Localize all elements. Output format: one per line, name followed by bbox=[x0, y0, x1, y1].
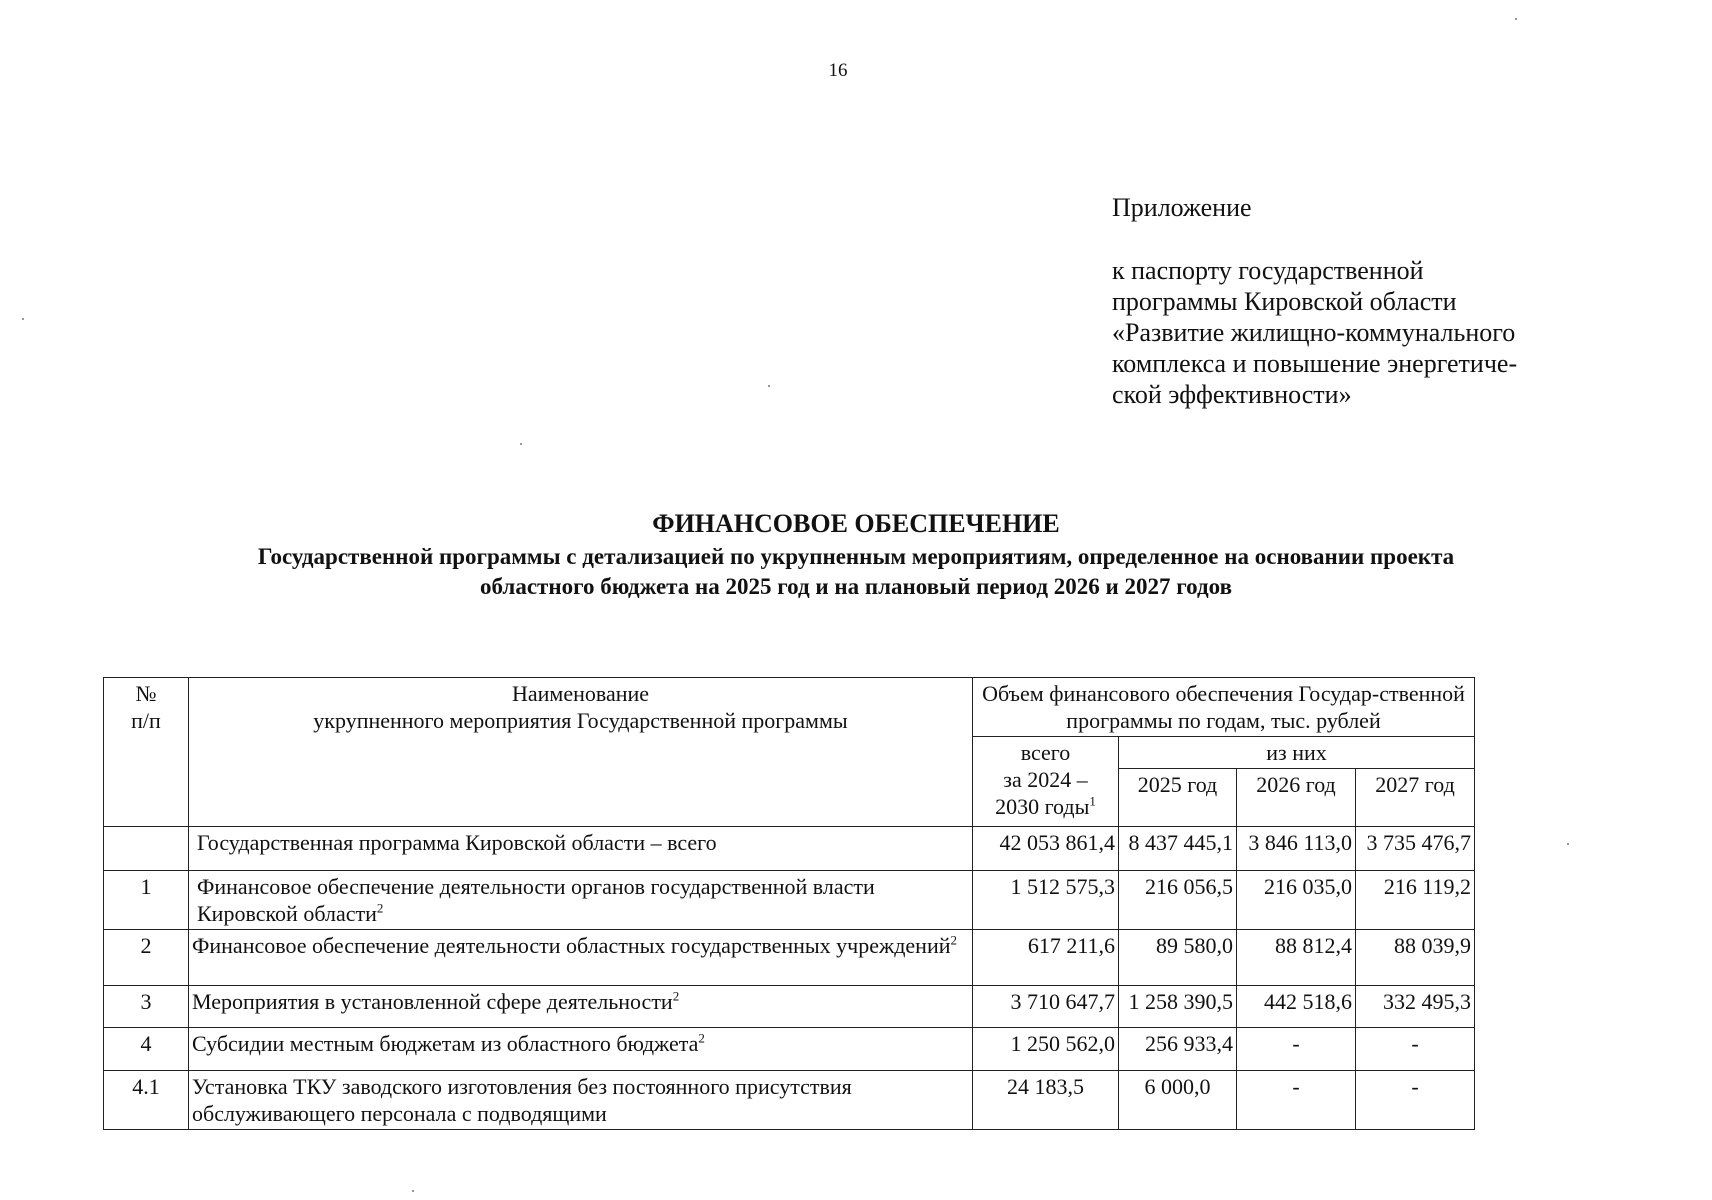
scan-speck bbox=[768, 385, 770, 387]
header-total-line: за 2024 – bbox=[1003, 767, 1088, 792]
header-name bbox=[189, 678, 973, 827]
header-name-line: Наименование bbox=[511, 681, 650, 706]
footnote-marker: 2 bbox=[950, 932, 957, 948]
row-2025: 1 258 390,5 bbox=[1119, 986, 1237, 1028]
row-num: 4.1 bbox=[104, 1071, 189, 1130]
subtitle-line: областного бюджета на 2025 год и на плановый период 2026 и 2027 годов bbox=[479, 574, 1232, 599]
row-num: 1 bbox=[104, 871, 189, 930]
row-total: 3 710 647,7 bbox=[973, 986, 1119, 1028]
row-total: 42 053 861,4 bbox=[973, 827, 1119, 871]
subtitle-line: Государственной программы с детализацией по укрупненным мероприятиям, определенное на основании проекта bbox=[257, 544, 1455, 569]
annex-line: ской эффективности» bbox=[1112, 380, 1352, 409]
row-2026: 442 518,6 bbox=[1237, 986, 1356, 1028]
row-2026: - bbox=[1237, 1071, 1356, 1130]
header-year-2025: 2025 год bbox=[1119, 769, 1237, 827]
row-2025: 6 000,0 bbox=[1119, 1071, 1237, 1130]
row-2025: 8 437 445,1 bbox=[1119, 827, 1237, 871]
row-total: 1 512 575,3 bbox=[973, 871, 1119, 930]
row-num: 3 bbox=[104, 986, 189, 1028]
row-total: 1 250 562,0 bbox=[973, 1028, 1119, 1071]
row-name bbox=[189, 1071, 973, 1130]
table-row bbox=[104, 1071, 1475, 1130]
row-num bbox=[104, 827, 189, 871]
header-row bbox=[104, 678, 1475, 737]
header-total-text: 2030 годы bbox=[995, 794, 1090, 819]
row-name bbox=[189, 827, 973, 871]
row-2027: - bbox=[1356, 1028, 1475, 1071]
row-total: 617 211,6 bbox=[973, 930, 1119, 986]
row-2025: 216 056,5 bbox=[1119, 871, 1237, 930]
row-2026: - bbox=[1237, 1028, 1356, 1071]
header-year-2026: 2026 год bbox=[1237, 769, 1356, 827]
row-num: 2 bbox=[104, 930, 189, 986]
row-2026: 216 035,0 bbox=[1237, 871, 1356, 930]
row-name-text: Мероприятия в установленной сфере деятельности bbox=[192, 989, 673, 1014]
row-name-text: Финансовое обеспечение деятельности органов государственной власти Кировской области bbox=[197, 874, 875, 926]
row-name-text: Финансовое обеспечение деятельности областных государственных учреждений bbox=[192, 933, 951, 958]
footnote-marker: 1 bbox=[1089, 793, 1096, 809]
footnote-marker: 2 bbox=[376, 900, 384, 916]
row-num: 4 bbox=[104, 1028, 189, 1071]
annex-title: Приложение bbox=[1112, 193, 1252, 222]
table-row bbox=[104, 986, 1475, 1028]
document-title: ФИНАНСОВОЕ ОБЕСПЕЧЕНИЕ bbox=[652, 509, 1060, 538]
header-total bbox=[973, 737, 1119, 827]
row-2026: 88 812,4 bbox=[1237, 930, 1356, 986]
row-name bbox=[189, 871, 973, 930]
header-name-line: укрупненного мероприятия Государственной программы bbox=[313, 708, 848, 733]
row-name-text: Субсидии местным бюджетам из областного бюджета bbox=[192, 1031, 699, 1056]
annex-line: «Развитие жилищно-коммунального bbox=[1112, 318, 1516, 347]
scan-speck bbox=[520, 443, 522, 445]
page-number: 16 bbox=[828, 60, 848, 81]
table-row bbox=[104, 827, 1475, 871]
annex-line: программы Кировской области bbox=[1112, 287, 1457, 316]
row-2027: 3 735 476,7 bbox=[1356, 827, 1475, 871]
header-total-line: всего bbox=[1020, 740, 1071, 765]
annex-line: комплекса и повышение энергетиче- bbox=[1112, 349, 1518, 378]
header-of-them: из них bbox=[1119, 737, 1475, 769]
row-name bbox=[189, 1028, 973, 1071]
header-year-2027: 2027 год bbox=[1356, 769, 1475, 827]
scan-speck bbox=[1515, 18, 1517, 20]
row-2027: - bbox=[1356, 1071, 1475, 1130]
row-name-text: Государственная программа Кировской области – всего bbox=[197, 830, 717, 855]
footnote-marker: 2 bbox=[672, 988, 680, 1004]
table-row bbox=[104, 1028, 1475, 1071]
row-2026: 3 846 113,0 bbox=[1237, 827, 1356, 871]
header-num-line: п/п bbox=[131, 708, 161, 733]
row-2025: 89 580,0 bbox=[1119, 930, 1237, 986]
row-name bbox=[189, 930, 973, 986]
scan-speck bbox=[22, 318, 24, 320]
row-2027: 216 119,2 bbox=[1356, 871, 1475, 930]
scan-speck bbox=[412, 1190, 414, 1192]
row-total: 24 183,5 bbox=[973, 1071, 1119, 1130]
row-2027: 88 039,9 bbox=[1356, 930, 1475, 986]
row-name-text: Установка ТКУ заводского изготовления без постоянного присутствия обслуживающего персонала с подводящими bbox=[192, 1074, 852, 1126]
annex-block bbox=[1112, 192, 1672, 410]
header-num bbox=[104, 678, 189, 827]
footnote-marker: 2 bbox=[698, 1030, 705, 1046]
header-num-line: № bbox=[135, 681, 157, 706]
financing-table bbox=[103, 677, 1475, 1130]
scan-speck bbox=[1567, 843, 1569, 845]
row-2025: 256 933,4 bbox=[1119, 1028, 1237, 1071]
row-2027: 332 495,3 bbox=[1356, 986, 1475, 1028]
row-name bbox=[189, 986, 973, 1028]
table-row bbox=[104, 930, 1475, 986]
annex-line: к паспорту государственной bbox=[1112, 256, 1424, 285]
header-volume: Объем финансового обеспечения Государ-ственной программы по годам, тыс. рублей bbox=[973, 678, 1475, 737]
table-row bbox=[104, 871, 1475, 930]
header-total-line bbox=[976, 793, 1115, 820]
document-subtitle bbox=[60, 542, 1652, 602]
